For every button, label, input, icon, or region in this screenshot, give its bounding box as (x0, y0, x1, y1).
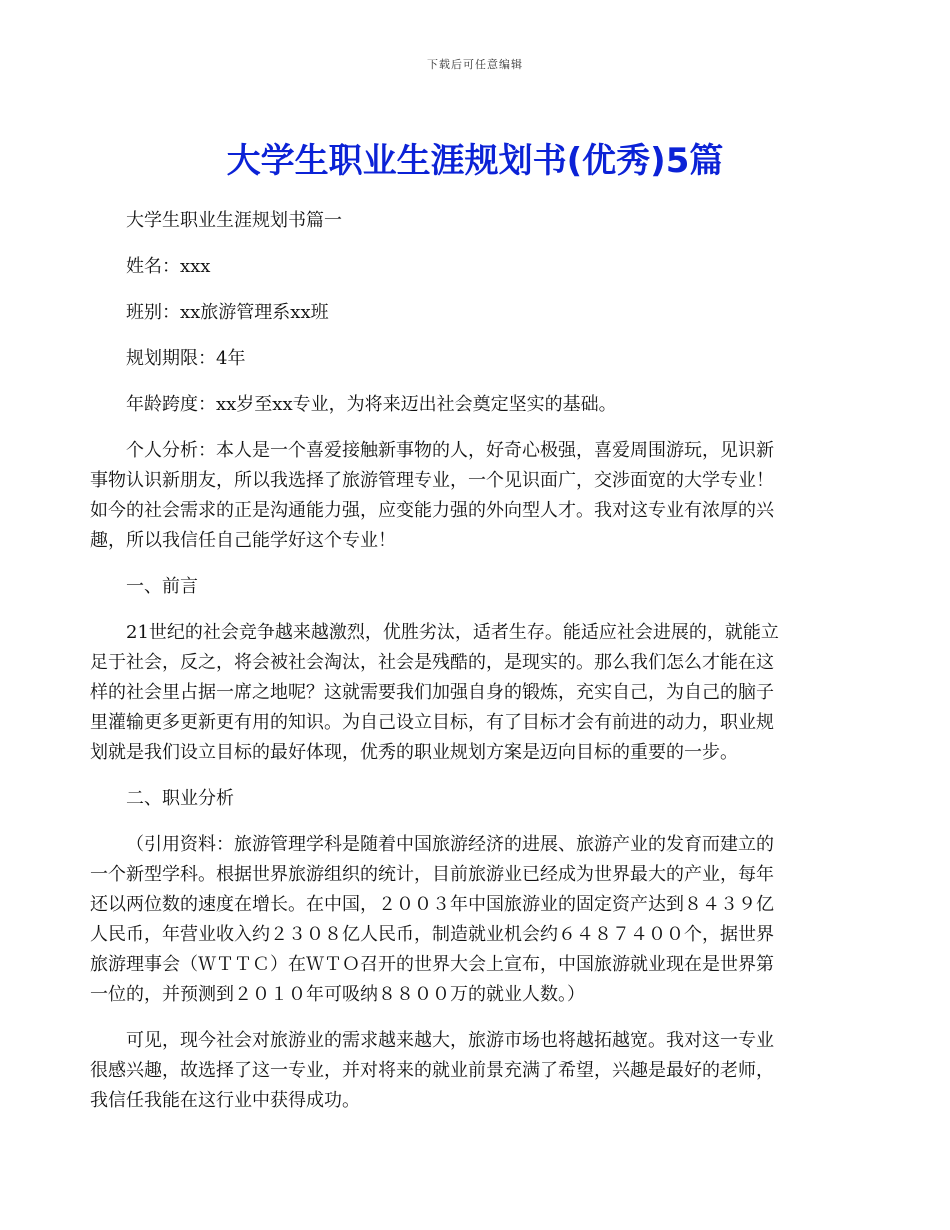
field-class: 班别：xx旅游管理系xx班 (126, 302, 329, 323)
section-heading-career-analysis: 二、职业分析 (126, 788, 234, 809)
paragraph-line: 很感兴趣，故选择了这一专业，并对将来的就业前景充满了希望，兴趣是最好的老师， (90, 1060, 774, 1081)
paragraph-line: 如今的社会需求的正是沟通能力强，应变能力强的外向型人才。我对这专业有浓厚的兴 (90, 500, 774, 521)
paragraph-line: 可见，现今社会对旅游业的需求越来越大，旅游市场也将越拓越宽。我对这一专业 (126, 1030, 774, 1051)
conclusion-paragraph (90, 1026, 862, 1116)
paragraph-line: 旅游理事会（ＷＴＴＣ）在ＷＴＯ召开的世界大会上宣布，中国旅游就业现在是世界第 (90, 954, 774, 975)
field-term: 规划期限：4年 (126, 348, 246, 369)
document-title: 大学生职业生涯规划书(优秀)5篇 (226, 141, 724, 181)
field-name: 姓名：xxx (126, 256, 211, 277)
quote-paragraph (90, 830, 862, 1010)
paragraph-line: 样的社会里占据一席之地呢？这就需要我们加强自身的锻炼，充实自己，为自己的脑子 (90, 682, 774, 703)
paragraph-line: （引用资料：旅游管理学科是随着中国旅游经济的进展、旅游产业的发育而建立的 (126, 834, 774, 855)
paragraph-line: 还以两位数的速度在增长。在中国，２００３年中国旅游业的固定资产达到８４３９亿 (90, 894, 774, 915)
paragraph-line: 一位的，并预测到２０１０年可吸纳８８００万的就业人数。） (90, 984, 585, 1005)
paragraph-line: 21世纪的社会竞争越来越激烈，优胜劣汰，适者生存。能适应社会进展的，就能立 (126, 622, 779, 643)
paragraph-line: 个人分析：本人是一个喜爱接触新事物的人，好奇心极强，喜爱周围游玩，见识新 (126, 440, 774, 461)
paragraph-line: 里灌输更多更新更有用的知识。为自己设立目标，有了目标才会有前进的动力，职业规 (90, 712, 774, 733)
paragraph-line: 足于社会，反之，将会被社会淘汰，社会是残酷的，是现实的。那么我们怎么才能在这 (90, 652, 774, 673)
paragraph-line: 事物认识新朋友，所以我选择了旅游管理专业，一个见识面广，交涉面宽的大学专业！ (90, 470, 774, 491)
paragraph-line: 我信任我能在这行业中获得成功。 (90, 1090, 360, 1111)
personal-analysis-paragraph (90, 436, 862, 556)
paragraph-line: 人民币，年营业收入约２３０８亿人民币，制造就业机会约６４８７４００个，据世界 (90, 924, 774, 945)
section-heading-preface: 一、前言 (126, 576, 198, 597)
document-body (90, 206, 862, 1132)
paragraph-line: 一个新型学科。根据世界旅游组织的统计，目前旅游业已经成为世界最大的产业，每年 (90, 864, 774, 885)
paragraph-line: 划就是我们设立目标的最好体现，优秀的职业规划方案是迈向目标的重要的一步。 (90, 742, 738, 763)
preface-paragraph (90, 618, 862, 768)
field-age-span: 年龄跨度：xx岁至xx专业，为将来迈出社会奠定坚实的基础。 (126, 394, 617, 415)
paragraph-line: 趣，所以我信任自己能学好这个专业！ (90, 530, 396, 551)
section-heading: 大学生职业生涯规划书篇一 (126, 210, 342, 231)
page-header-note: 下载后可任意编辑 (427, 58, 523, 71)
